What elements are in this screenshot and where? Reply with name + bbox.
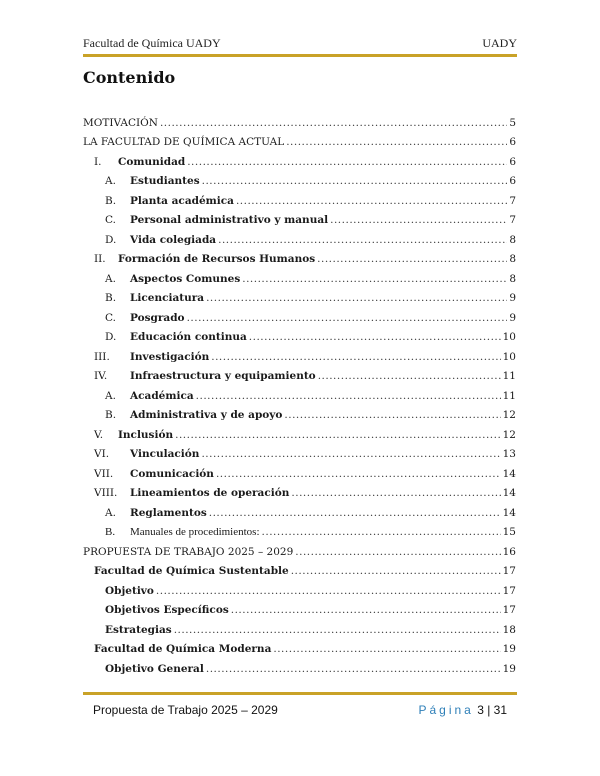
toc-leader-dots	[291, 565, 501, 578]
toc-entry-label: Vinculación	[130, 448, 200, 460]
toc-leader-dots	[209, 507, 501, 520]
footer-page-number	[418, 703, 507, 717]
toc-entry-page: 6	[509, 155, 516, 168]
toc-entry-page: 19	[502, 662, 516, 675]
toc-entry-page: 7	[509, 194, 516, 207]
toc-entry[interactable]	[83, 266, 516, 286]
toc-entry[interactable]	[83, 383, 516, 403]
toc-entry[interactable]	[83, 149, 516, 169]
footer-page-count: 3 | 31	[477, 703, 507, 717]
toc-entry-page: 9	[509, 311, 516, 324]
toc-entry-page: 14	[502, 487, 516, 499]
toc-leader-dots	[187, 312, 508, 325]
toc-leader-dots	[242, 273, 507, 286]
toc-entry[interactable]	[83, 110, 516, 130]
toc-leader-dots	[286, 136, 507, 149]
toc-entry[interactable]	[83, 422, 516, 442]
toc-entry-number: C.	[105, 214, 116, 226]
toc-entry-label: Educación continua	[130, 331, 247, 343]
toc-entry-number: B.	[105, 292, 117, 304]
toc-entry-label: Formación de Recursos Humanos	[118, 253, 316, 265]
toc-leader-dots	[236, 195, 507, 208]
toc-entry[interactable]	[83, 578, 516, 598]
toc-entry[interactable]	[83, 344, 516, 364]
toc-entry-label: PROPUESTA DE TRABAJO 2025 – 2029	[83, 545, 294, 558]
toc-entry[interactable]	[83, 559, 516, 579]
toc-leader-dots	[196, 390, 501, 403]
toc-entry-page: 8	[509, 272, 516, 285]
toc-entry-page: 13	[502, 448, 516, 460]
page-title: Contenido	[83, 68, 176, 87]
toc-entry-page: 11	[502, 370, 516, 382]
toc-entry-label: Vida colegiada	[130, 233, 217, 246]
toc-leader-dots	[201, 448, 500, 461]
toc-entry-page: 8	[509, 233, 516, 246]
toc-entry-label: Planta académica	[130, 194, 234, 207]
toc-entry[interactable]	[83, 169, 516, 189]
footer-rule	[83, 692, 517, 695]
toc-entry-page: 5	[509, 116, 516, 129]
toc-entry[interactable]	[83, 227, 516, 247]
toc-entry-page: 18	[502, 623, 516, 636]
toc-entry-page: 10	[502, 350, 516, 363]
toc-leader-dots	[156, 585, 501, 598]
toc-entry-label: Objetivo	[105, 584, 154, 597]
toc-entry-number: B.	[105, 409, 117, 421]
toc-entry-label: Académica	[130, 389, 194, 402]
toc-entry-page: 14	[502, 506, 516, 519]
toc-entry-label: Estudiantes	[130, 175, 200, 187]
toc-entry[interactable]	[83, 188, 516, 208]
toc-entry-number: IV.	[94, 370, 108, 382]
toc-entry-label: Comunidad	[118, 155, 186, 168]
page-header	[83, 30, 517, 50]
toc-leader-dots	[284, 409, 500, 422]
toc-entry-number: B.	[105, 194, 117, 207]
toc-entry-number: C.	[105, 311, 116, 324]
toc-entry-label: Objetivo General	[105, 662, 204, 675]
toc-entry[interactable]	[83, 617, 516, 637]
toc-entry[interactable]	[83, 286, 516, 306]
toc-entry-number: A.	[105, 506, 116, 519]
toc-entry[interactable]	[83, 364, 516, 384]
toc-entry-label: Licenciatura	[130, 292, 205, 304]
toc-entry[interactable]	[83, 481, 516, 501]
toc-entry-page: 19	[502, 643, 516, 655]
toc-entry-number: I.	[94, 155, 102, 168]
toc-entry-number: B.	[105, 526, 116, 538]
toc-entry-page: 17	[502, 565, 516, 577]
toc-entry[interactable]	[83, 500, 516, 520]
toc-entry-number: VIII.	[94, 487, 118, 499]
toc-leader-dots	[295, 546, 500, 559]
header-rule	[83, 54, 517, 57]
page-footer	[93, 703, 507, 721]
toc-entry-page: 14	[502, 467, 516, 480]
toc-leader-dots	[330, 214, 507, 227]
footer-page-word: Página	[418, 703, 474, 717]
toc-entry-label: Infraestructura y equipamiento	[130, 370, 316, 382]
toc-entry-label: Objetivos Específicos	[105, 604, 229, 616]
toc-leader-dots	[291, 487, 500, 500]
toc-entry-label: Estrategias	[105, 623, 172, 636]
toc-entry-label: Facultad de Química Moderna	[94, 643, 272, 655]
toc-entry-number: VI.	[94, 448, 110, 460]
toc-leader-dots	[206, 292, 507, 305]
table-of-contents	[83, 110, 516, 676]
toc-entry-number: A.	[105, 272, 116, 285]
toc-entry-page: 16	[502, 545, 516, 558]
toc-entry-number: II.	[94, 253, 106, 265]
toc-leader-dots	[262, 526, 501, 539]
toc-entry-label: Comunicación	[130, 467, 214, 480]
toc-entry-page: 15	[502, 526, 516, 538]
toc-entry[interactable]	[83, 208, 516, 228]
toc-entry-label: Manuales de procedimientos:	[130, 526, 260, 538]
toc-leader-dots	[231, 604, 501, 617]
toc-entry-page: 12	[502, 428, 516, 441]
toc-entry[interactable]	[83, 598, 516, 618]
toc-entry-number: D.	[105, 331, 117, 343]
toc-entry-label: Inclusión	[118, 428, 174, 441]
toc-entry-page: 6	[509, 175, 516, 187]
toc-entry-label: Personal administrativo y manual	[130, 214, 329, 226]
toc-leader-dots	[216, 468, 501, 481]
toc-leader-dots	[211, 351, 500, 364]
toc-entry[interactable]	[83, 247, 516, 267]
toc-entry[interactable]	[83, 539, 516, 559]
toc-entry[interactable]	[83, 637, 516, 657]
toc-entry-number: III.	[94, 350, 110, 363]
toc-leader-dots	[175, 429, 501, 442]
toc-entry-label: LA FACULTAD DE QUÍMICA ACTUAL	[83, 136, 285, 148]
header-left-text: Facultad de Química UADY	[83, 36, 221, 50]
footer-left-text: Propuesta de Trabajo 2025 – 2029	[93, 703, 278, 717]
toc-leader-dots	[206, 663, 501, 676]
toc-entry-label: Posgrado	[130, 311, 185, 324]
toc-entry-number: A.	[105, 389, 116, 402]
header-right-text: UADY	[482, 36, 517, 50]
toc-leader-dots	[160, 117, 507, 130]
toc-entry-page: 6	[509, 136, 516, 148]
toc-entry-page: 11	[502, 389, 516, 402]
toc-entry-label: Reglamentos	[130, 506, 207, 519]
toc-entry[interactable]	[83, 656, 516, 676]
toc-leader-dots	[318, 370, 501, 383]
toc-entry-page: 12	[502, 409, 516, 421]
toc-entry-label: MOTIVACIÓN	[83, 116, 158, 129]
toc-entry-label: Facultad de Química Sustentable	[94, 565, 289, 577]
toc-leader-dots	[218, 234, 507, 247]
toc-entry[interactable]	[83, 305, 516, 325]
toc-entry-number: VII.	[94, 467, 114, 480]
toc-entry-label: Lineamientos de operación	[130, 487, 290, 499]
toc-entry[interactable]	[83, 130, 516, 150]
toc-entry[interactable]	[83, 325, 516, 345]
toc-entry-page: 8	[509, 253, 516, 265]
toc-entry-label: Aspectos Comunes	[130, 272, 241, 285]
toc-entry[interactable]	[83, 442, 516, 462]
toc-entry-label: Investigación	[130, 350, 210, 363]
toc-entry-page: 17	[502, 584, 516, 597]
toc-leader-dots	[249, 331, 501, 344]
toc-entry-label: Administrativa y de apoyo	[130, 409, 283, 421]
toc-entry-page: 7	[509, 214, 516, 226]
toc-entry-page: 10	[502, 331, 516, 343]
toc-entry[interactable]	[83, 461, 516, 481]
toc-entry-number: D.	[105, 233, 117, 246]
toc-entry[interactable]	[83, 403, 516, 423]
toc-leader-dots	[273, 643, 500, 656]
toc-leader-dots	[202, 175, 508, 188]
toc-entry-page: 17	[502, 604, 516, 616]
toc-entry-number: A.	[105, 175, 116, 187]
toc-leader-dots	[317, 253, 507, 266]
toc-entry[interactable]	[83, 520, 516, 540]
toc-entry-number: V.	[94, 428, 104, 441]
toc-leader-dots	[174, 624, 501, 637]
toc-leader-dots	[187, 156, 507, 169]
toc-entry-page: 9	[509, 292, 516, 304]
